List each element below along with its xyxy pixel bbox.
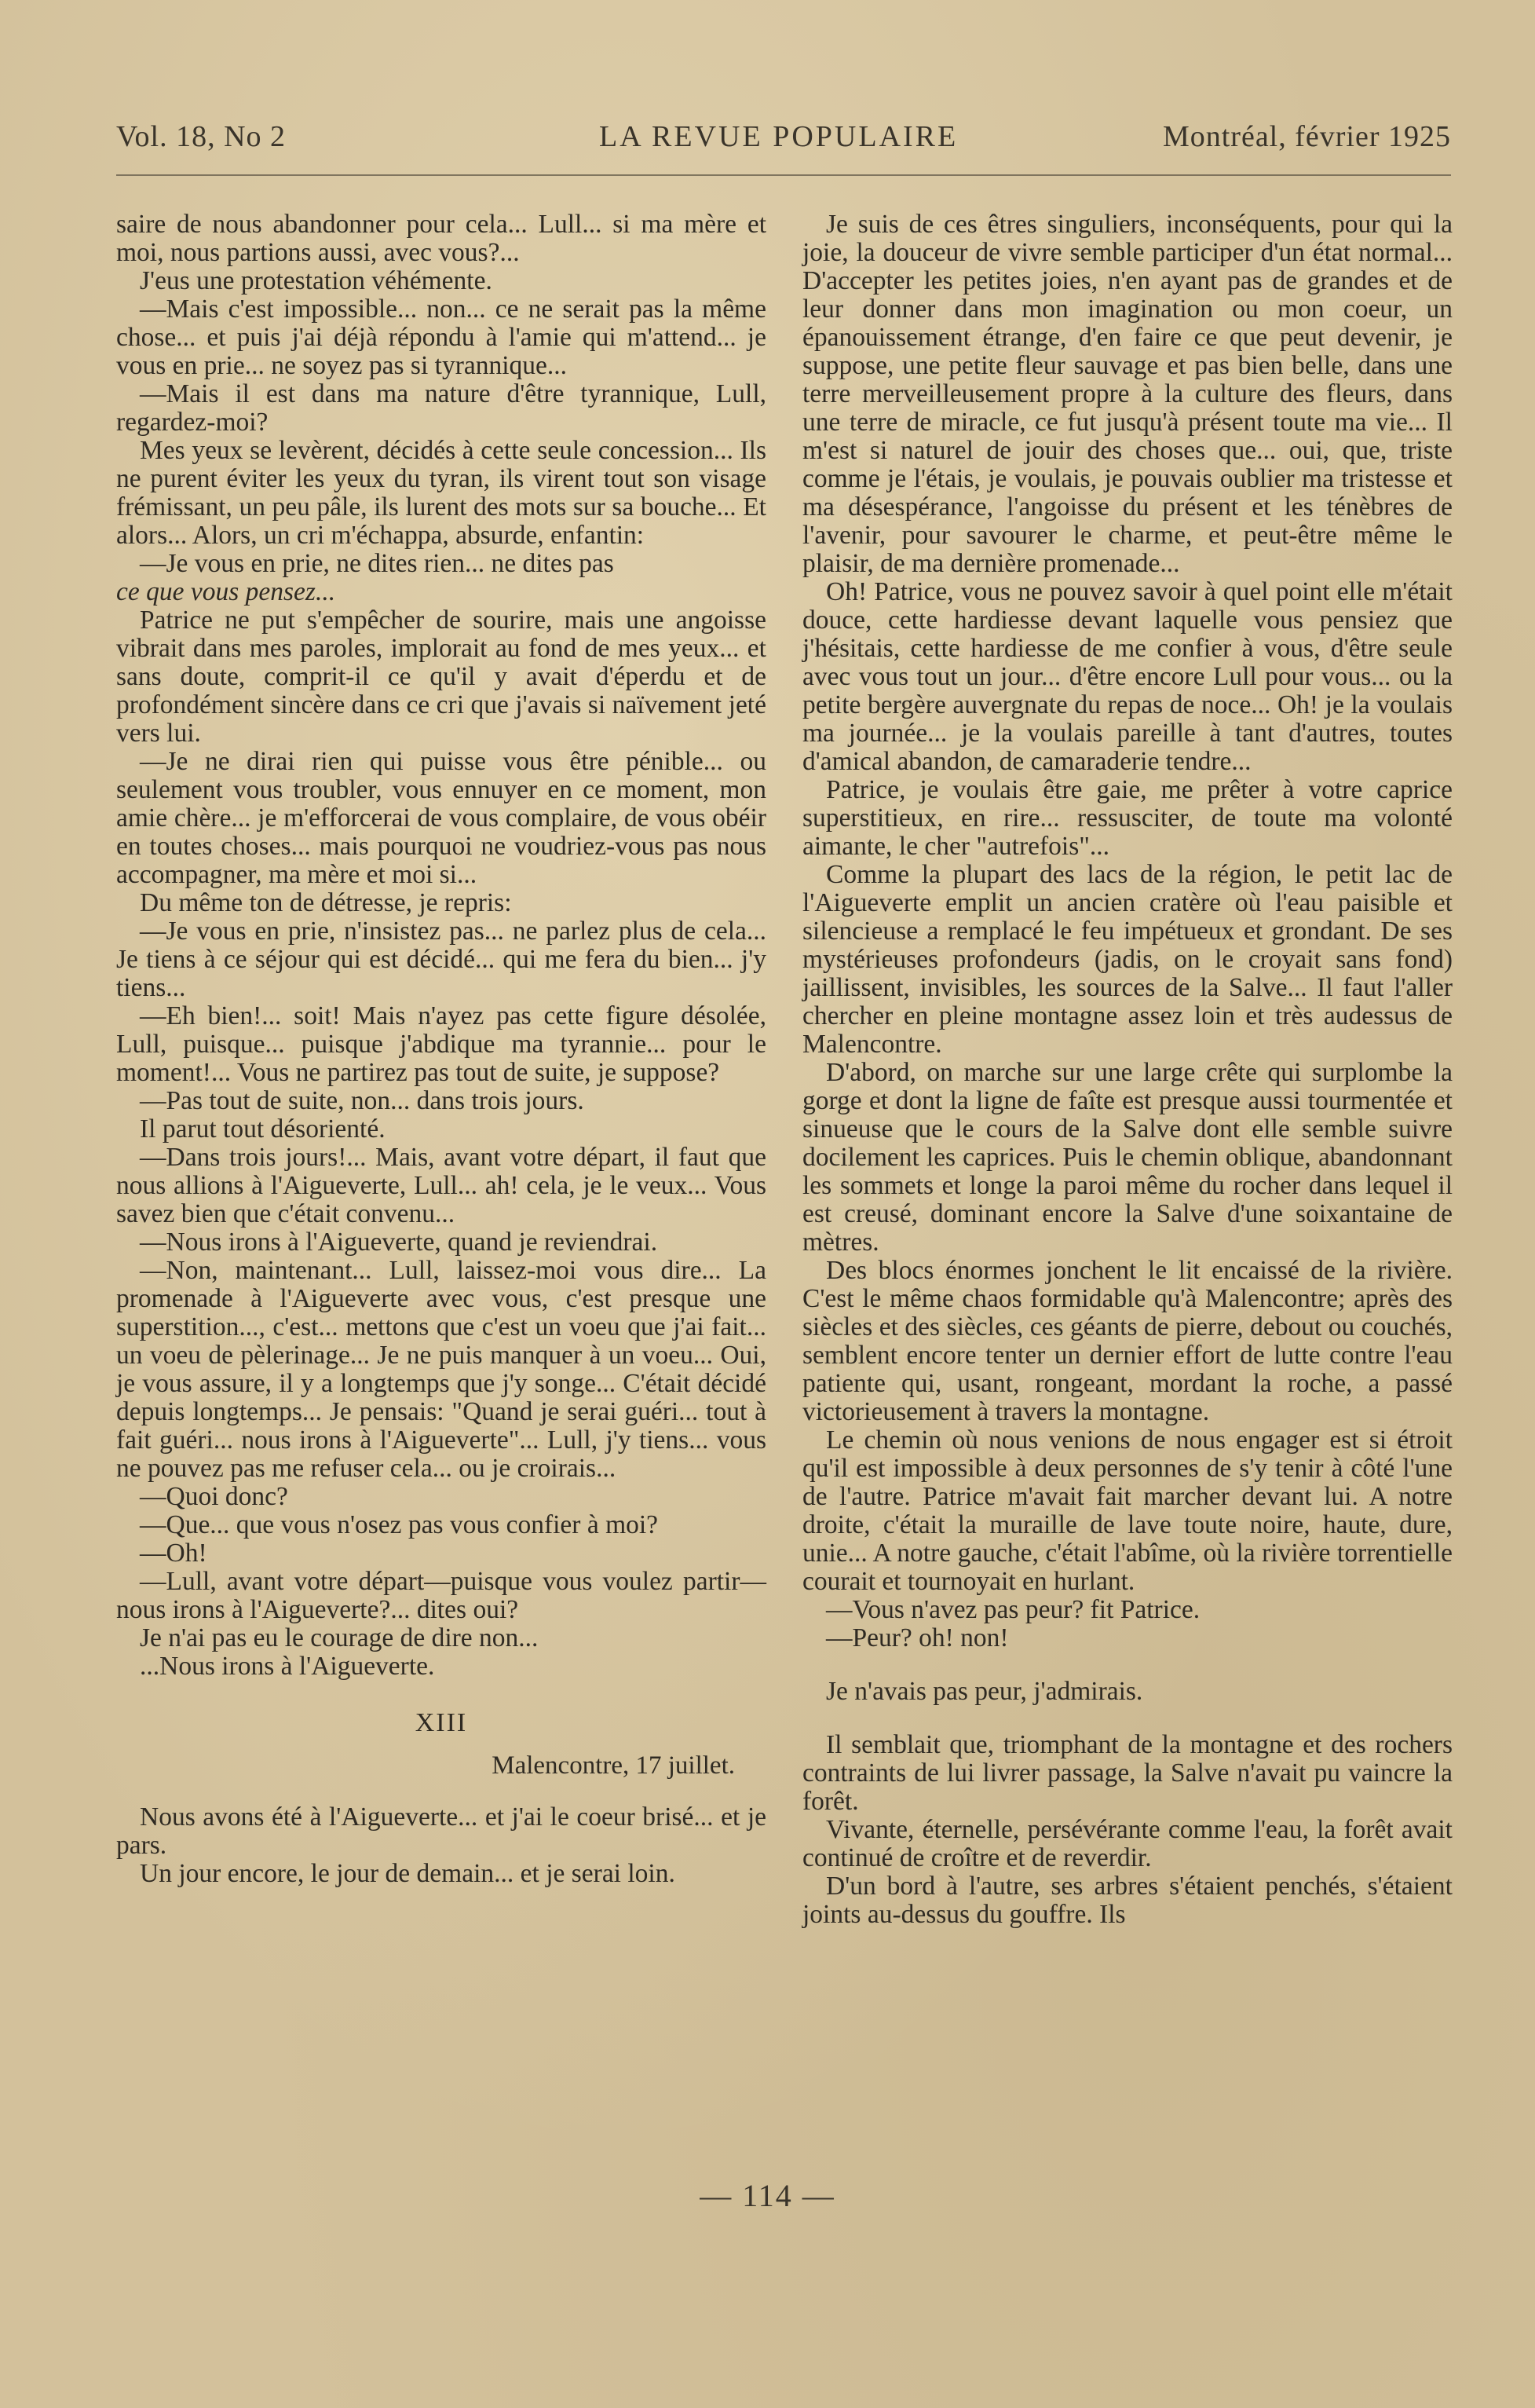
- paragraph: Il parut tout désorienté.: [140, 1114, 386, 1144]
- section-gap: [802, 1652, 1453, 1678]
- paragraph: Des blocs énormes jonchent le lit encaissé de la rivière. C'est le même chaos formidable qu'à Malencontre; après des siècles et des siècles, ces géants de pierre, debout ou couchés, semblent encore tenter un dernier effort de lutte contre l'eau patiente qui, usant, rongeant, mordant la roche, a passé victorieusement à travers la montagne.: [802, 1256, 1453, 1426]
- paragraph: ...Nous irons à l'Aigueverte.: [140, 1652, 435, 1681]
- paragraph: Du même ton de détresse, je repris:: [140, 888, 512, 917]
- paragraph: —Mais c'est impossible... non... ce ne serait pas la même chose... et puis j'ai déjà répondu à l'amie qui m'attend... je vous en prie... ne soyez pas si tyrannique...: [116, 295, 766, 380]
- left-column: [116, 210, 766, 1888]
- paragraph: Comme la plupart des lacs de la région, le petit lac de l'Aigueverte emplit un ancien cratère où l'eau paisible et silencieuse a remplacé le feu impétueux et grondant. De ses mystérieuses profondeurs (jadis, on le croyait sans fond) jaillissent, invisibles, les sources de la Salve... Il faut l'aller chercher en pleine montagne assez loin et très audessus de Malencontre.: [802, 860, 1453, 1059]
- paragraph: —Pas tout de suite, non... dans trois jours.: [140, 1086, 584, 1115]
- paragraph: Oh! Patrice, vous ne pouvez savoir à quel point elle m'était douce, cette hardiesse devant laquelle vous pensiez que j'hésitais, cette hardiesse de me confier à vous, d'être seule avec vous tout un jour... d'être encore Lull pour vous... ou la petite bergère auvergnate du repas de noce... Oh! je la voulais ma journée... je la voulais pareille à tant d'autres, toutes d'amical abandon, de camaraderie tendre...: [802, 577, 1453, 776]
- section-number: XIII: [415, 1708, 468, 1737]
- paragraph: Il semblait que, triomphant de la montagne et des rochers contraints de lui livrer passage, la Salve n'avait pu vaincre la forêt.: [802, 1730, 1453, 1816]
- paragraph: —Lull, avant votre départ—puisque vous voulez partir—nous irons à l'Aigueverte?... dites oui?: [116, 1567, 766, 1624]
- paragraph: —Que... que vous n'osez pas vous confier à moi?: [140, 1510, 659, 1539]
- page-number: — 114 —: [700, 2178, 835, 2213]
- section-gap: [802, 1706, 1453, 1731]
- paragraph: Je n'ai pas eu le courage de dire non...: [140, 1623, 539, 1652]
- paragraph: Vivante, éternelle, persévérante comme l'eau, la forêt avait continué de croître et de reverdir.: [802, 1815, 1453, 1872]
- paragraph: —Quoi donc?: [140, 1482, 288, 1511]
- paragraph: —Dans trois jours!... Mais, avant votre départ, il faut que nous allions à l'Aigueverte, Lull... ah! cela, je le veux... Vous savez bien que c'était convenu...: [116, 1143, 766, 1228]
- italic-phrase: ce que vous pensez...: [116, 577, 336, 606]
- paragraph: D'un bord à l'autre, ses arbres s'étaient penchés, s'étaient joints au-dessus du gouffre. Ils: [802, 1872, 1453, 1929]
- volume-number: Vol. 18, No 2: [116, 120, 287, 153]
- paragraph: —Je ne dirai rien qui puisse vous être pénible... ou seulement vous troubler, vous ennuyer en ce moment, mon amie chère... je m'efforcerai de vous complaire, de vous obéir en toutes choses... mais pourquoi ne voudriez-vous pas nous accompagner, ma mère et moi si...: [116, 747, 766, 889]
- paragraph: —Je vous en prie, ne dites rien... ne dites pas: [140, 549, 614, 578]
- paragraph: Nous avons été à l'Aigueverte... et j'ai le coeur brisé... et je pars.: [116, 1802, 766, 1860]
- section-dateline: Malencontre, 17 juillet.: [492, 1751, 735, 1780]
- paragraph: Mes yeux se levèrent, décidés à cette seule concession... Ils ne purent éviter les yeux du tyran, ils virent tout son visage frémissant, un peu pâle, ils lurent des mots sur sa bouche... Et alors... Alors, un cri m'échappa, absurde, enfantin:: [116, 436, 766, 550]
- header-rule: [116, 174, 1451, 176]
- paragraph: J'eus une protestation véhémente.: [140, 266, 492, 295]
- paragraph: —Peur? oh! non!: [826, 1623, 1009, 1652]
- paragraph: —Oh!: [140, 1539, 207, 1568]
- paragraph: Je suis de ces êtres singuliers, inconséquents, pour qui la joie, la douceur de vivre semble participer d'un état normal... D'accepter les petites joies, n'en ayant pas de grandes et de leur donner dans mon imagination ou mon coeur, un épanouissement étrange, d'en faire ce que peut devenir, je suppose, une petite fleur sauvage et pas bien belle, dans une terre merveilleusement propre à la culture des fleurs, dans une terre de miracle, ce fut jusqu'à présent toute ma vie... Il m'est si naturel de jouir des choses que... oui, que, triste comme je l'étais, je voulais, je pouvais oublier ma tristesse et ma désespérance, l'angoisse du présent et les ténèbres de l'avenir, pour savourer le charme, et peut-être même le plaisir, de ma dernière promenade...: [802, 210, 1453, 578]
- paragraph: —Vous n'avez pas peur? fit Patrice.: [826, 1595, 1201, 1624]
- paragraph-italic: [116, 578, 766, 606]
- running-header: [116, 119, 1451, 167]
- paragraph: —Je vous en prie, n'insistez pas... ne parlez plus de cela... Je tiens à ce séjour qui est décidé... qui me fera du bien... j'y tiens...: [116, 917, 766, 1002]
- paragraph: Patrice, je voulais être gaie, me prêter à votre caprice superstitieux, en rire... ressusciter, de toute ma volonté aimante, le cher "autrefois"...: [802, 775, 1453, 861]
- paragraph: Patrice ne put s'empêcher de sourire, mais une angoisse vibrait dans mes paroles, implorait au fond de mes yeux... et sans doute, comprit-il ce qu'il y avait d'éperdu et de profondément sincère dans ce cri que j'avais si naïvement jeté vers lui.: [116, 606, 766, 748]
- paragraph: Un jour encore, le jour de demain... et je serai loin.: [140, 1859, 675, 1888]
- right-column: [802, 210, 1453, 1929]
- paragraph: D'abord, on marche sur une large crête qui surplombe la gorge et dont la ligne de faîte est presque aussi tourmentée et sinueuse que le cours de la Salve dont elle semble suivre docilement les caprices. Puis le chemin oblique, abandonnant les sommets et longe la paroi même du rocher dans lequel il est creusé, dominant encore la Salve d'une soixantaine de mètres.: [802, 1058, 1453, 1257]
- paragraph: —Nous irons à l'Aigueverte, quand je reviendrai.: [140, 1228, 658, 1257]
- paragraph: —Mais il est dans ma nature d'être tyrannique, Lull, regardez-moi?: [116, 379, 766, 437]
- paragraph: —Non, maintenant... Lull, laissez-moi vous dire... La promenade à l'Aigueverte avec vous, c'est presque une superstition..., c'est... mettons que c'est un voeu que j'ai fait... un voeu de pèlerinage... Je ne puis manquer à un voeu... Oui, je vous assure, il y a longtemps que j'y songe... C'était décidé depuis longtemps... Je pensais: "Quand je serai guéri... tout à fait guéri... nous irons à l'Aigueverte"... Lull, j'y tiens... vous ne pouvez pas me refuser cela... ou je croirais...: [116, 1256, 766, 1483]
- paragraph: saire de nous abandonner pour cela... Lull... si ma mère et moi, nous partions aussi, avec vous?...: [116, 210, 766, 267]
- paragraph: —Eh bien!... soit! Mais n'ayez pas cette figure désolée, Lull, puisque... puisque j'abdique ma tyrannie... pour le moment!... Vous ne partirez pas tout de suite, je suppose?: [116, 1001, 766, 1087]
- paragraph: Le chemin où nous venions de nous engager est si étroit qu'il est impossible à deux personnes de s'y tenir à côté l'une de l'autre. Patrice m'avait fait marcher devant lui. A notre droite, c'était la muraille de lave toute noire, haute, dure, unie... A notre gauche, c'était l'abîme, où la rivière torrentielle courait et tournoyait en hurlant.: [802, 1425, 1453, 1596]
- paragraph: Je n'avais pas peur, j'admirais.: [826, 1677, 1143, 1706]
- issue-place-date: Montréal, février 1925: [1162, 120, 1451, 153]
- publication-title: LA REVUE POPULAIRE: [599, 120, 959, 153]
